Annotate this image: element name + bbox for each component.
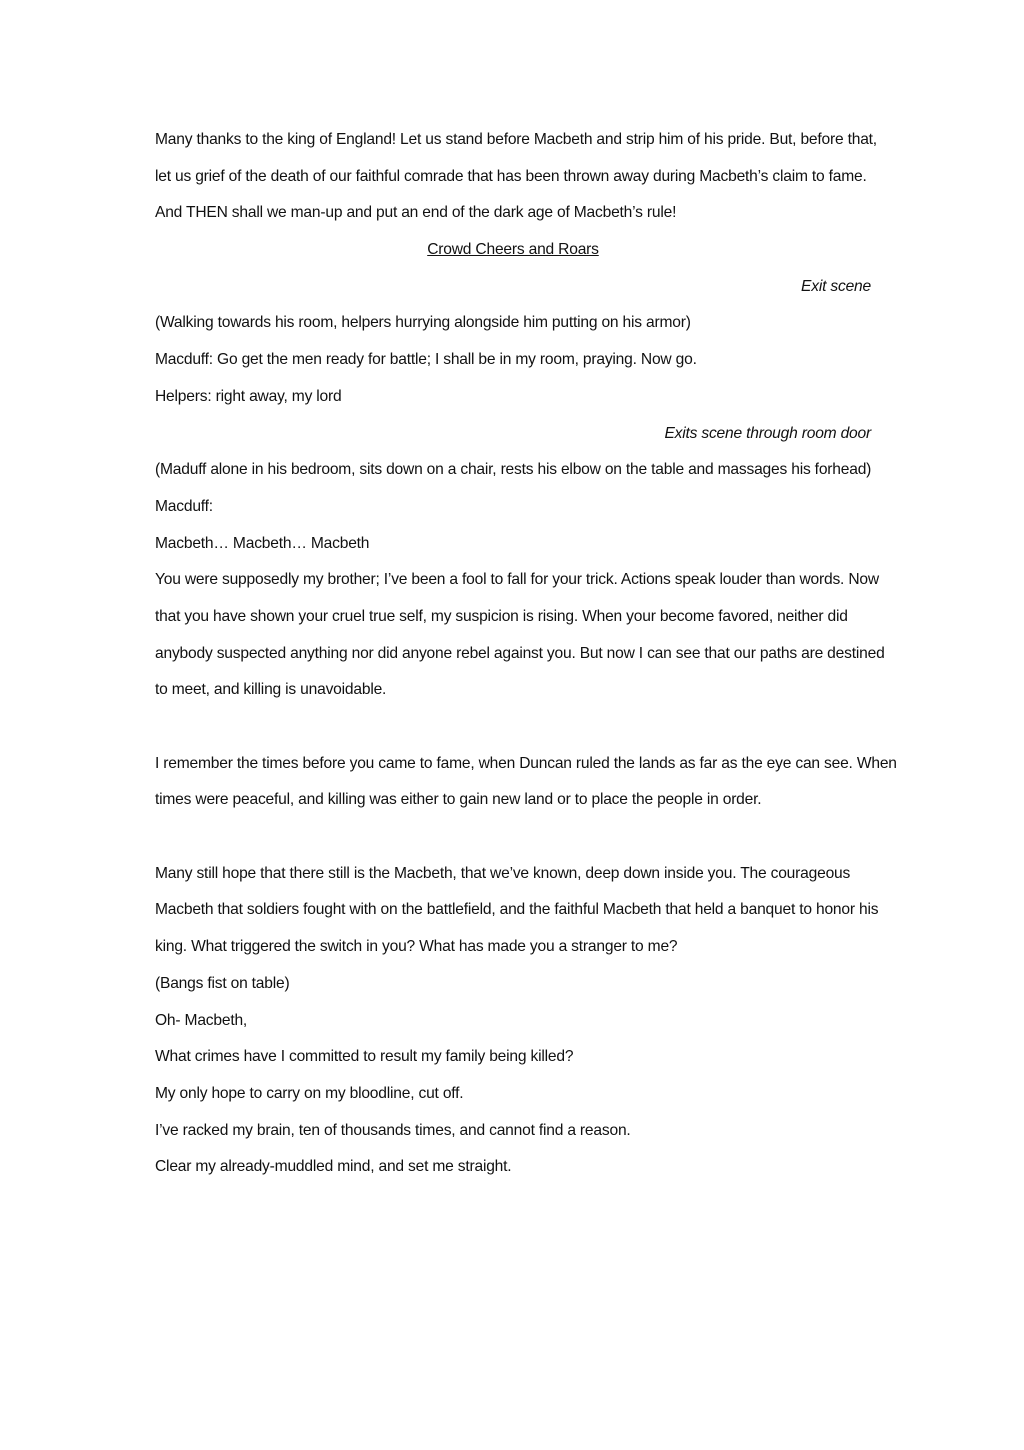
text-line: Clear my already-muddled mind, and set me straight. <box>155 1158 512 1176</box>
text-line: to meet, and killing is unavoidable. <box>155 681 387 699</box>
helpers-dialogue-line: Helpers: right away, my lord <box>155 387 342 405</box>
macbeth-repeat-line: Macbeth… Macbeth… Macbeth <box>155 534 370 552</box>
paragraph-hope <box>155 856 879 966</box>
paragraph-pride <box>155 122 877 232</box>
text-line: You were supposedly my brother; I’ve been a fool to fall for your trick. Actions speak louder than words. Now <box>155 571 879 589</box>
text-line: I’ve racked my brain, ten of thousands times, and cannot find a reason. <box>155 1121 631 1139</box>
exit-room-direction: Exits scene through room door <box>664 424 871 442</box>
text-line: anybody suspected anything nor did anyone rebel against you. But now I can see that our paths are destined <box>155 644 885 662</box>
stage-direction-bedroom: (Maduff alone in his bedroom, sits down on a chair, rests his elbow on the table and massages his forhead) <box>155 461 872 479</box>
stage-direction-bangs: (Bangs fist on table) <box>155 974 290 992</box>
text-line: Oh- Macbeth, <box>155 1011 248 1029</box>
paragraph-spacer <box>155 819 871 856</box>
text-line: Macbeth that soldiers fought with on the battlefield, and the faithful Macbeth that held a banquet to honor his <box>155 901 879 919</box>
closing-lines <box>155 1003 871 1186</box>
text-line: Many thanks to the king of England! Let us stand before Macbeth and strip him of his pride. But, before that, <box>155 131 877 148</box>
crowd-direction <box>155 232 871 269</box>
text-line: let us grief of the death of our faithful comrade that has been thrown away during Macbeth’s claim to fame. <box>155 167 867 185</box>
stage-direction-walking: (Walking towards his room, helpers hurrying alongside him putting on his armor) <box>155 314 691 332</box>
text-line: My only hope to carry on my bloodline, cut off. <box>155 1084 464 1102</box>
exit-scene-direction: Exit scene <box>801 277 871 295</box>
text-line: I remember the times before you came to fame, when Duncan ruled the lands as far as the eye can see. When <box>155 754 897 772</box>
paragraph-spacer <box>155 709 871 746</box>
text-line: Many still hope that there still is the Macbeth, that we’ve known, deep down inside you. The courageous <box>155 864 851 882</box>
text-line: What crimes have I committed to result my family being killed? <box>155 1048 574 1066</box>
text-line: And THEN shall we man-up and put an end of the dark age of Macbeth’s rule! <box>155 204 677 222</box>
script-page <box>155 122 897 1186</box>
text-line: king. What triggered the switch in you? What has made you a stranger to me? <box>155 938 678 956</box>
text-line: times were peaceful, and killing was either to gain new land or to place the people in order. <box>155 791 762 809</box>
macduff-speaker-label: Macduff: <box>155 497 213 515</box>
paragraph-brother <box>155 562 885 709</box>
text-line: that you have shown your cruel true self, my suspicion is rising. When your become favored, neither did <box>155 607 848 625</box>
paragraph-remember <box>155 746 897 819</box>
crowd-direction-text: Crowd Cheers and Roars <box>427 241 599 259</box>
macduff-dialogue-line: Macduff: Go get the men ready for battle; I shall be in my room, praying. Now go. <box>155 351 697 369</box>
